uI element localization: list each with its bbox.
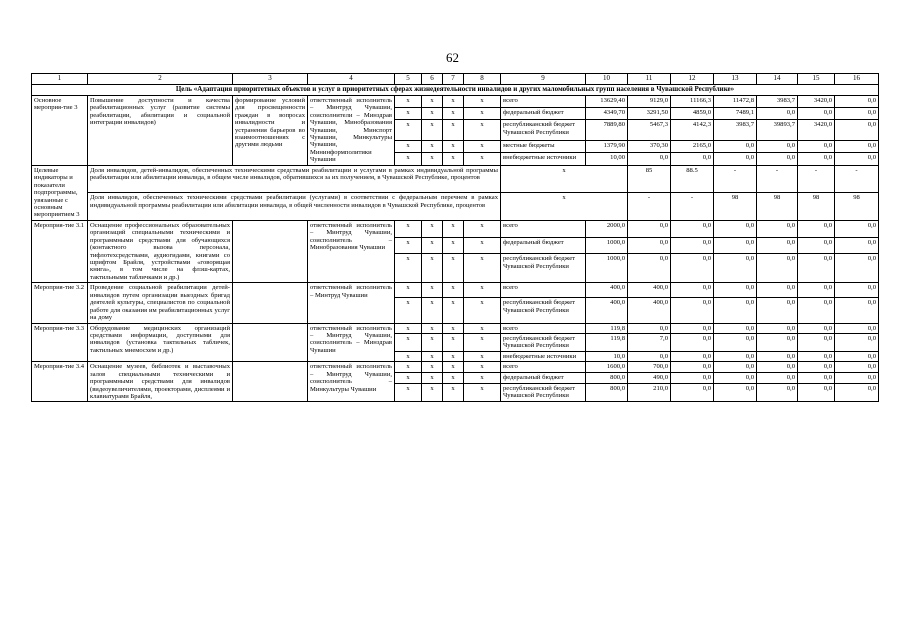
value-cell: 0,0 <box>757 362 798 373</box>
x-mark-cell: x <box>501 165 628 193</box>
x-mark-cell: x <box>395 383 422 402</box>
value-cell: 0,0 <box>798 283 835 298</box>
x-mark-cell: x <box>464 108 501 120</box>
value-cell: 0,0 <box>714 373 757 384</box>
x-mark-cell: x <box>395 220 422 237</box>
column-number-header: 9 <box>501 74 586 85</box>
x-mark-cell: x <box>464 254 501 283</box>
value-cell: 210,0 <box>628 383 671 402</box>
value-cell: 0,0 <box>835 120 879 141</box>
value-cell: 3420,0 <box>798 95 835 107</box>
value-cell: 0,0 <box>835 362 879 373</box>
value-cell: 0,0 <box>798 298 835 323</box>
value-cell: 0,0 <box>798 141 835 153</box>
value-cell: 1600,0 <box>586 362 628 373</box>
value-cell: 0,0 <box>798 153 835 165</box>
indicator-value: - <box>757 165 798 193</box>
program-table <box>31 73 879 402</box>
measure-executor: ответственный исполнитель – Минтруд Чувашии, соисполнители – Минздрав Чувашии, Минобразования Чувашии, Минспорт Чувашии, Минкультуры Чувашии, Мининформполитики Чувашии <box>308 95 395 165</box>
value-cell: 0,0 <box>671 333 714 351</box>
x-mark-cell: x <box>501 193 628 221</box>
x-mark-cell: x <box>422 95 443 107</box>
x-mark-cell: x <box>422 153 443 165</box>
x-mark-cell: x <box>464 373 501 384</box>
x-mark-cell: x <box>443 237 464 254</box>
indicator-text: Доля инвалидов, детей-инвалидов, обеспеченных техническими средствами реабилитации и услугами в рамках индивидуальной программы реабилитации или абилитации инвалида, в общем числе инвалидов, обратившихся за их получением, в Чувашской Республике, процентов <box>88 165 501 193</box>
funding-source: всего <box>501 323 586 333</box>
funding-source: всего <box>501 283 586 298</box>
x-mark-cell: x <box>464 333 501 351</box>
value-cell: 0,0 <box>798 237 835 254</box>
column-number-header: 15 <box>798 74 835 85</box>
value-cell: 0,0 <box>835 298 879 323</box>
value-cell: 10,00 <box>586 153 628 165</box>
value-cell: 3983,7 <box>714 120 757 141</box>
value-cell: 0,0 <box>714 141 757 153</box>
table-row <box>32 165 879 193</box>
value-cell: 0,0 <box>798 362 835 373</box>
value-cell: 0,0 <box>757 298 798 323</box>
measure-executor: ответственный исполнитель – Минтруд Чувашии, соисполнитель – Минкультуры Чувашии <box>308 362 395 402</box>
value-cell: 7,0 <box>628 333 671 351</box>
value-cell: 0,0 <box>628 153 671 165</box>
value-cell: 4142,3 <box>671 120 714 141</box>
value-cell: 400,0 <box>586 298 628 323</box>
indicator-value: - <box>714 165 757 193</box>
x-mark-cell: x <box>464 141 501 153</box>
x-mark-cell: x <box>422 373 443 384</box>
value-cell: 0,0 <box>798 373 835 384</box>
value-cell: 0,0 <box>757 351 798 361</box>
value-cell: 0,0 <box>714 333 757 351</box>
measure-description: Оснащение профессиональных образовательных организаций специальными техническими и программными средствами для обучающихся (контактного вызова персонала, тифлотехсредствами, аудиогидами, книгами со шрифтом Брайля, устройствами «говорящая книга», в том числе на флэш-картах, тактильными табличками и др.) <box>88 220 233 283</box>
measure-description: Повышение доступности и качества реабилитационных услуг (развитие системы реабилитации, абилитации и социальной интеграции инвалидов) <box>88 95 233 165</box>
value-cell: 9129,0 <box>628 95 671 107</box>
x-mark-cell: x <box>443 120 464 141</box>
measure-goal-link <box>233 220 308 283</box>
value-cell: 0,0 <box>798 383 835 402</box>
value-cell: 400,0 <box>586 283 628 298</box>
x-mark-cell: x <box>422 237 443 254</box>
funding-source: республиканский бюджет Чувашской Республики <box>501 333 586 351</box>
value-cell: 1000,0 <box>586 254 628 283</box>
value-cell: 0,0 <box>714 254 757 283</box>
value-cell: 119,8 <box>586 333 628 351</box>
x-mark-cell: x <box>443 220 464 237</box>
value-cell: 0,0 <box>628 237 671 254</box>
column-number-header: 4 <box>308 74 395 85</box>
value-cell: 0,0 <box>757 220 798 237</box>
x-mark-cell: x <box>422 333 443 351</box>
funding-source: местные бюджеты <box>501 141 586 153</box>
measure-executor: ответственный исполнитель – Минтруд Чувашии <box>308 283 395 323</box>
value-cell: 3291,50 <box>628 108 671 120</box>
value-cell: 370,30 <box>628 141 671 153</box>
column-number-header: 3 <box>233 74 308 85</box>
indicator-value: 98 <box>714 193 757 221</box>
measure-goal-link <box>233 283 308 323</box>
x-mark-cell: x <box>395 283 422 298</box>
x-mark-cell: x <box>395 254 422 283</box>
value-cell: 0,0 <box>835 323 879 333</box>
column-number-header: 10 <box>586 74 628 85</box>
x-mark-cell: x <box>443 298 464 323</box>
value-cell: 0,0 <box>835 333 879 351</box>
value-cell: 0,0 <box>835 254 879 283</box>
value-cell: 0,0 <box>757 254 798 283</box>
value-cell: 0,0 <box>835 283 879 298</box>
value-cell: 4859,0 <box>671 108 714 120</box>
indicator-value: - <box>835 165 879 193</box>
value-cell: 11166,3 <box>671 95 714 107</box>
x-mark-cell: x <box>422 108 443 120</box>
funding-source: внебюджетные источники <box>501 351 586 361</box>
value-cell: 0,0 <box>628 220 671 237</box>
value-cell: 10,0 <box>586 351 628 361</box>
x-mark-cell: x <box>443 153 464 165</box>
indicator-value: 98 <box>798 193 835 221</box>
funding-source: федеральный бюджет <box>501 237 586 254</box>
value-cell: 0,0 <box>798 351 835 361</box>
value-cell: 0,0 <box>757 383 798 402</box>
table-row <box>32 74 879 85</box>
x-mark-cell: x <box>464 283 501 298</box>
measure-name: Основное мероприя-тие 3 <box>32 95 88 165</box>
table-row <box>32 323 879 333</box>
value-cell: 0,0 <box>671 373 714 384</box>
value-cell: 0,0 <box>628 323 671 333</box>
value-cell: 4349,70 <box>586 108 628 120</box>
x-mark-cell: x <box>422 298 443 323</box>
measure-name: Мероприя-тие 3.4 <box>32 362 88 402</box>
x-mark-cell: x <box>443 373 464 384</box>
x-mark-cell: x <box>464 323 501 333</box>
value-cell: 1000,0 <box>586 237 628 254</box>
indicators-label: Целевые индикаторы и показатели подпрограммы, увязанные с основным мероприятием 3 <box>32 165 88 220</box>
measure-goal-link <box>233 323 308 362</box>
x-mark-cell: x <box>443 362 464 373</box>
table-row <box>32 283 879 298</box>
x-mark-cell: x <box>422 254 443 283</box>
indicator-value: 98 <box>757 193 798 221</box>
value-cell: 0,0 <box>835 373 879 384</box>
value-cell: 0,0 <box>714 362 757 373</box>
value-cell: 0,0 <box>671 298 714 323</box>
x-mark-cell: x <box>395 333 422 351</box>
x-mark-cell: x <box>464 298 501 323</box>
funding-source: республиканский бюджет Чувашской Республики <box>501 120 586 141</box>
value-cell: 0,0 <box>671 323 714 333</box>
x-mark-cell: x <box>443 383 464 402</box>
funding-source: всего <box>501 95 586 107</box>
page-number: 62 <box>446 50 459 65</box>
value-cell: 0,0 <box>835 153 879 165</box>
value-cell: 0,0 <box>628 351 671 361</box>
column-number-header: 14 <box>757 74 798 85</box>
funding-source: внебюджетные источники <box>501 153 586 165</box>
value-cell: 400,0 <box>628 283 671 298</box>
value-cell: 800,0 <box>586 383 628 402</box>
table-row <box>32 84 879 95</box>
measure-executor: ответственный исполнитель – Минтруд Чувашии, соисполнитель – Минобразования Чувашии <box>308 220 395 283</box>
value-cell: 0,0 <box>757 283 798 298</box>
funding-source: всего <box>501 220 586 237</box>
column-number-header: 8 <box>464 74 501 85</box>
x-mark-cell: x <box>422 120 443 141</box>
value-cell: 0,0 <box>628 254 671 283</box>
funding-source: всего <box>501 362 586 373</box>
value-cell: 119,8 <box>586 323 628 333</box>
x-mark-cell: x <box>395 298 422 323</box>
x-mark-cell: x <box>422 323 443 333</box>
x-mark-cell: x <box>464 220 501 237</box>
column-number-header: 5 <box>395 74 422 85</box>
x-mark-cell: x <box>395 351 422 361</box>
measure-goal-link: формирование условий для просвещенности граждан в вопросах инвалидности и устранения барьеров во взаимоотношениях с другими людьми <box>233 95 308 165</box>
value-cell: 7489,1 <box>714 108 757 120</box>
value-cell: 490,0 <box>628 373 671 384</box>
measure-name: Мероприя-тие 3.3 <box>32 323 88 362</box>
value-cell: 400,0 <box>628 298 671 323</box>
value-cell: 700,0 <box>628 362 671 373</box>
value-cell: 0,0 <box>757 373 798 384</box>
value-cell: 0,0 <box>671 153 714 165</box>
value-cell: 39893,7 <box>757 120 798 141</box>
x-mark-cell: x <box>464 383 501 402</box>
measure-description: Проведение социальной реабилитации детей-инвалидов путем организации выездных бригад деятелей культуры, специалистов по социальной работе для оказания им реабилитационных услуг на дому <box>88 283 233 323</box>
funding-source: республиканский бюджет Чувашской Республики <box>501 254 586 283</box>
x-mark-cell: x <box>395 141 422 153</box>
value-cell: 0,0 <box>714 153 757 165</box>
x-mark-cell: x <box>443 283 464 298</box>
value-cell: 3983,7 <box>757 95 798 107</box>
column-number-header: 12 <box>671 74 714 85</box>
x-mark-cell: x <box>464 362 501 373</box>
x-mark-cell: x <box>395 108 422 120</box>
indicator-value: - <box>798 165 835 193</box>
x-mark-cell: x <box>395 362 422 373</box>
column-number-header: 16 <box>835 74 879 85</box>
table-row <box>32 193 879 221</box>
x-mark-cell: x <box>422 351 443 361</box>
value-cell: 0,0 <box>835 220 879 237</box>
measure-description: Оборудование медицинских организаций средствами информации, доступными для инвалидов (установка тактильных табличек, тактильных мнемосхем и др.) <box>88 323 233 362</box>
x-mark-cell: x <box>464 237 501 254</box>
funding-source: федеральный бюджет <box>501 373 586 384</box>
x-mark-cell: x <box>464 120 501 141</box>
funding-source: республиканский бюджет Чувашской Республики <box>501 383 586 402</box>
x-mark-cell: x <box>443 108 464 120</box>
value-cell: 0,0 <box>798 108 835 120</box>
funding-source: федеральный бюджет <box>501 108 586 120</box>
column-number-header: 11 <box>628 74 671 85</box>
value-cell: 0,0 <box>798 323 835 333</box>
value-cell: 7889,80 <box>586 120 628 141</box>
x-mark-cell: x <box>422 383 443 402</box>
value-cell: 0,0 <box>798 254 835 283</box>
indicator-value: 98 <box>835 193 879 221</box>
value-cell: 2000,0 <box>586 220 628 237</box>
value-cell: 0,0 <box>757 333 798 351</box>
value-cell: 0,0 <box>757 237 798 254</box>
measure-name: Мероприя-тие 3.1 <box>32 220 88 283</box>
goal-heading: Цель «Адаптация приоритетных объектов и услуг в приоритетных сферах жизнедеятельности инвалидов и других маломобильных групп населения в Чувашской Республике» <box>32 84 879 95</box>
value-cell: 0,0 <box>835 95 879 107</box>
value-cell: 0,0 <box>671 362 714 373</box>
x-mark-cell: x <box>395 373 422 384</box>
value-cell: 0,0 <box>835 141 879 153</box>
x-mark-cell: x <box>443 351 464 361</box>
value-cell: 0,0 <box>714 283 757 298</box>
value-cell: 0,0 <box>671 254 714 283</box>
value-cell: 0,0 <box>757 141 798 153</box>
x-mark-cell: x <box>443 333 464 351</box>
value-cell: 0,0 <box>798 220 835 237</box>
value-cell: 0,0 <box>835 383 879 402</box>
column-number-header: 1 <box>32 74 88 85</box>
x-mark-cell: x <box>395 237 422 254</box>
x-mark-cell: x <box>422 141 443 153</box>
x-mark-cell: x <box>422 362 443 373</box>
value-cell: 800,0 <box>586 373 628 384</box>
value-cell: 2165,0 <box>671 141 714 153</box>
x-mark-cell: x <box>443 323 464 333</box>
value-cell: 0,0 <box>714 351 757 361</box>
indicator-value: 85 <box>628 165 671 193</box>
value-cell: 0,0 <box>671 383 714 402</box>
value-cell: 0,0 <box>835 237 879 254</box>
indicator-value: - <box>628 193 671 221</box>
table-row <box>32 362 879 373</box>
column-number-header: 7 <box>443 74 464 85</box>
x-mark-cell: x <box>395 120 422 141</box>
value-cell: 0,0 <box>757 153 798 165</box>
measure-executor: ответственный исполнитель – Минтруд Чувашии, соисполнитель – Минздрав Чувашии <box>308 323 395 362</box>
value-cell: 0,0 <box>671 220 714 237</box>
value-cell: 0,0 <box>714 383 757 402</box>
measure-goal-link <box>233 362 308 402</box>
x-mark-cell: x <box>464 351 501 361</box>
value-cell: 11472,8 <box>714 95 757 107</box>
measure-description: Оснащение музеев, библиотек и выставочных залов специальными техническими и программными средствами для инвалидов (видеоувеличителями, проекторами, дисплеями и клавиатурами Брайля, <box>88 362 233 402</box>
value-cell: 0,0 <box>671 351 714 361</box>
x-mark-cell: x <box>464 153 501 165</box>
value-cell: 1379,90 <box>586 141 628 153</box>
value-cell: 0,0 <box>714 237 757 254</box>
value-cell: 0,0 <box>714 220 757 237</box>
indicator-value: 88.5 <box>671 165 714 193</box>
column-number-header: 6 <box>422 74 443 85</box>
funding-source: республиканский бюджет Чувашской Республики <box>501 298 586 323</box>
table-row <box>32 220 879 237</box>
value-cell: 13629,40 <box>586 95 628 107</box>
indicator-value: - <box>671 193 714 221</box>
x-mark-cell: x <box>395 95 422 107</box>
column-number-header: 2 <box>88 74 233 85</box>
value-cell: 0,0 <box>671 237 714 254</box>
x-mark-cell: x <box>422 220 443 237</box>
value-cell: 0,0 <box>835 108 879 120</box>
value-cell: 3420,0 <box>798 120 835 141</box>
x-mark-cell: x <box>395 323 422 333</box>
x-mark-cell: x <box>395 153 422 165</box>
value-cell: 0,0 <box>714 298 757 323</box>
value-cell: 0,0 <box>671 283 714 298</box>
value-cell: 0,0 <box>714 323 757 333</box>
value-cell: 0,0 <box>835 351 879 361</box>
x-mark-cell: x <box>464 95 501 107</box>
value-cell: 0,0 <box>757 323 798 333</box>
x-mark-cell: x <box>443 95 464 107</box>
column-number-header: 13 <box>714 74 757 85</box>
x-mark-cell: x <box>443 141 464 153</box>
x-mark-cell: x <box>443 254 464 283</box>
indicator-text: Доля инвалидов, обеспеченных техническими средствами реабилитации (услугами) в соответствии с федеральным перечнем в рамках индивидуальной программы реабилитации или абилитации инвалида, в общей численности инвалидов в Чувашской Республике, процентов <box>88 193 501 221</box>
value-cell: 0,0 <box>757 108 798 120</box>
table-row <box>32 95 879 107</box>
value-cell: 0,0 <box>798 333 835 351</box>
x-mark-cell: x <box>422 283 443 298</box>
value-cell: 5467,3 <box>628 120 671 141</box>
measure-name: Мероприя-тие 3.2 <box>32 283 88 323</box>
